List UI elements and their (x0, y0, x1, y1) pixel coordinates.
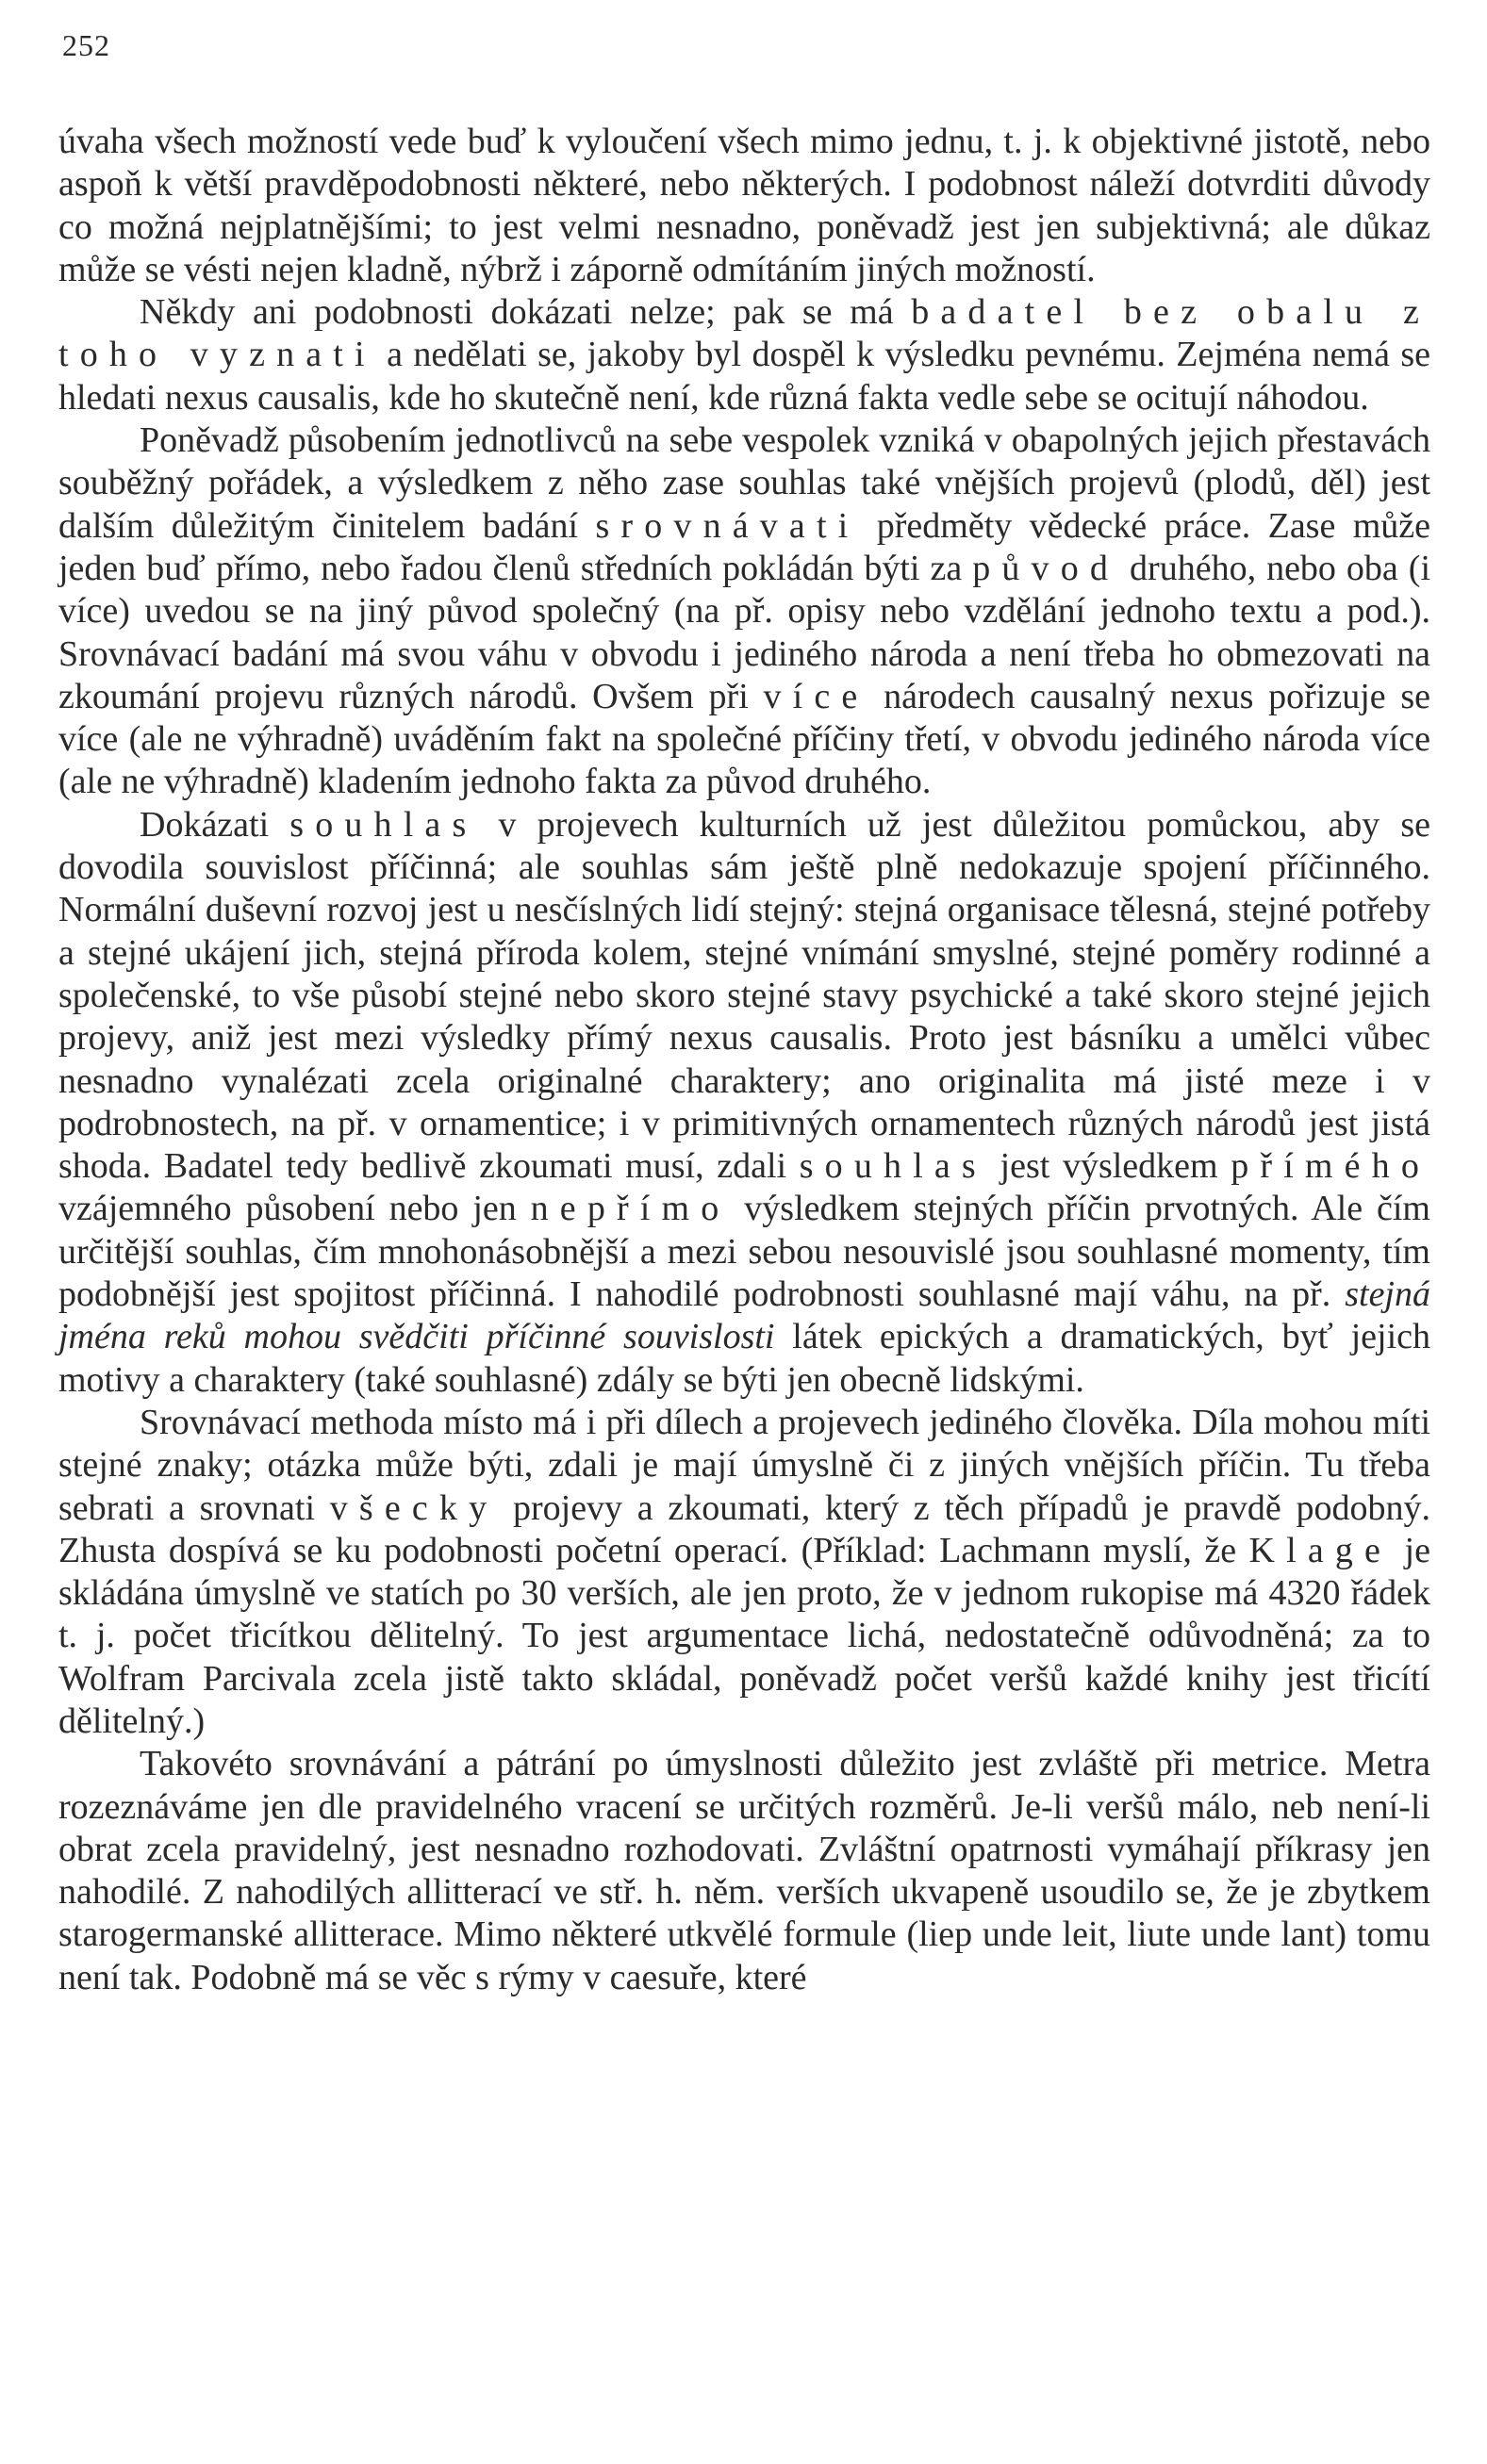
text-run: projevy a zkoumati, který z těch případů je pravdě podobný. Zhusta dospívá se ku podobnosti početní operací. (Příklad: Lachmann myslí, že (58, 1487, 1430, 1570)
italic-emphasis: stejná jména reků mohou svědčiti příčinné souvislosti (58, 1274, 1430, 1357)
spaced-emphasis: původ (972, 548, 1120, 588)
paragraph (58, 804, 1430, 1402)
body-text (58, 121, 1430, 1999)
text-run: Poněvadž působením jednotlivců na sebe vespolek vzniká v obapolných jejich přestavách souběžný pořádek, a výsledkem z něho zase souhlas také vnějších projevů (plodů, děl) jest dalším důležitým činitelem badání (58, 420, 1430, 546)
text-run: Srovnávací methoda místo má i při dílech a projevech jediného člověka. Díla mohou míti stejné znaky; otázka může býti, zdali je mají úmyslně či z jiných vnějších příčin. Tu třeba sebrati a srovnati (58, 1402, 1430, 1528)
text-run: jest výsledkem (986, 1146, 1231, 1187)
text-run: úvaha všech možností vede buď k vyloučení všech mimo jednu, t. j. k objektivné jistotě, nebo aspoň k větší pravděpodobnosti některé, nebo některých. I podobnost náleží dotvrditi důvody co možná nejplatnějšími; to jest velmi nesnadno, poněvadž jest jen subjektivná; ale důkaz může se vésti nejen kladně, nýbrž i záporně odmítáním jiných možností. (58, 122, 1430, 289)
spaced-emphasis: přímého (1231, 1146, 1430, 1187)
paragraph (58, 121, 1430, 291)
text-run: Takovéto srovnávání a pátrání po úmyslnosti důležito jest zvláště při metrice. Metra rozeznáváme jen dle pravidelného vracení se určitých rozměrů. Je-li veršů málo, neb není-li obrat zcela pravidelný, jest nesnadno rozhodovati. Zvláštní opatrnosti vymáhají příkrasy jen nahodilé. Z nahodilých allitterací ve stř. h. něm. verších ukvapeně usoudilo se, že je zbytkem starogermanské allitterace. Mimo některé utkvělé formule (liep unde leit, liute unde lant) tomu není tak. Podobně má se věc s rýmy v caesuře, které (58, 1744, 1430, 1997)
paragraph (58, 291, 1430, 419)
text-run: Někdy ani podobnosti dokázati nelze; pak se má (140, 292, 912, 333)
page-number: 252 (62, 28, 110, 62)
spaced-emphasis: srovnávati (595, 505, 860, 546)
text-run: druhého, nebo oba (i více) uvedou se na jiný původ společný (na př. opisy nebo vzdělání jednoho textu a pod.). Srovnávací badání má svou váhu v obvodu i jediného národa a není třeba ho obmezovati na zkoumání projevu různých národů. Ovšem při (58, 548, 1431, 716)
paragraph (58, 1402, 1430, 1743)
text-run: předměty vědecké práce. Zase může jeden buď přímo, nebo řadou členů středních pokládán býti za (58, 505, 1431, 588)
text-run: je skládána úmyslně ve statích po 30 verších, ale jen proto, že v jednom rukopise má 4320 řádek t. j. počet třicítkou dělitelný. To jest argumentace lichá, nedostatečně odůvodněná; za to Wolfram Parcivala zcela jistě takto skládal, poněvadž počet veršů každé knihy jest třicítí dělitelný.) (58, 1530, 1430, 1741)
text-run: výsledkem stejných příčin prvotných. Ale čím určitější souhlas, čím mnohonásobnější a mezi sebou nesouvislé jsou souhlasné momenty, tím podobnější jest spojitost příčinná. I nahodilé podrobnosti souhlasné mají váhu, na př. (58, 1189, 1430, 1315)
text-run: národech causalný nexus pořizuje se více (ale ne výhradně) uváděním fakt na společné příčiny třetí, v obvodu jediného národa více (ale ne výhradně) kladením jednoho fakta za původ druhého. (58, 676, 1430, 802)
text-run: a nedělati se, jakoby byl dospěl k výsledku pevnému. Zejména nemá se hledati nexus causalis, kde ho skutečně není, kde různá fakta vedle sebe se ocitují náhodou. (58, 335, 1430, 418)
paragraph (58, 1743, 1430, 1999)
spaced-emphasis: nepřímo (530, 1189, 731, 1229)
text-run: vzájemného působení nebo jen (58, 1189, 531, 1229)
spaced-emphasis: badatel bez obalu z toho vyznati (58, 292, 1430, 375)
text-run: Dokázati (140, 804, 290, 845)
text-run: v projevech kulturních už jest důležitou pomůckou, aby se dovodila souvislost příčinná; ale souhlas sám ještě plně nedokazuje spojení příčinného. Normální duševní rozvoj jest u nesčíslných lidí stejný: stejná organisace tělesná, stejné potřeby a stejné ukájení jich, stejná příroda kolem, stejné vnímání smyslné, stejné poměry rodinné a společenské, to vše působí stejné nebo skoro stejné stavy psychické a také skoro stejné jejich projevy, aniž jest mezi výsledky přímý nexus causalis. Proto jest básníku a umělci vůbec nesnadno vynalézati zcela originalné charaktery; ano originalita má jisté meze i v podrobnostech, na př. v ornamentice; i v primitivných ornamentech různých národů jest jistá shoda. Badatel tedy bedlivě zkoumati musí, zdali (58, 804, 1430, 1187)
spaced-emphasis: souhlas (289, 804, 478, 845)
spaced-emphasis: Klage (1248, 1530, 1393, 1570)
paragraph (58, 419, 1430, 804)
spaced-emphasis: více (763, 676, 869, 716)
spaced-emphasis: všecky (329, 1487, 499, 1528)
spaced-emphasis: souhlas (799, 1146, 987, 1187)
text-run: látek epických a dramatických, byť jejich motivy a charaktery (také souhlasné) zdály se býti jen obecně lidskými. (58, 1317, 1430, 1400)
